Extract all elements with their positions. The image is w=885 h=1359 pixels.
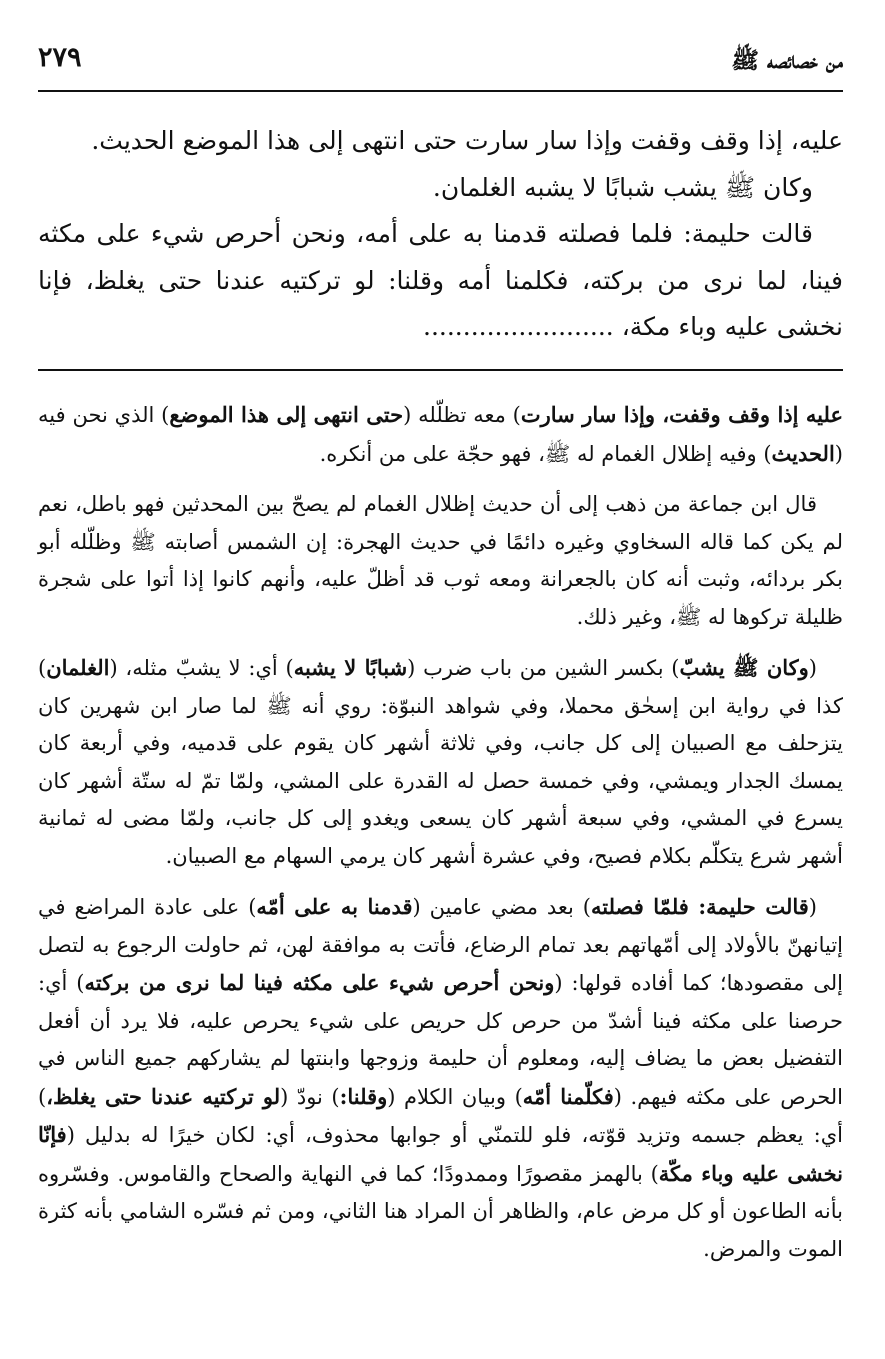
commentary-paragraph — [38, 396, 843, 473]
page-number: ٢٧٩ — [38, 42, 82, 73]
main-text — [38, 118, 843, 351]
quoted-phrase: قدمنا به على أمّه — [256, 894, 413, 919]
quoted-phrase: ونحن أحرص شيء على مكثه فينا لما نرى من بركته — [84, 970, 555, 995]
header-rule — [38, 90, 843, 92]
commentary-text: ) أي: يعظم جسمه وتزيد قوّته، فلو للتمنّي أو جوابها محذوف، أي: لكان خيرًا له بدليل ( — [38, 1084, 843, 1147]
page-header — [38, 38, 843, 88]
commentary-text: ) معه تظلّله ( — [403, 403, 521, 427]
commentary-text: ) على عادة المراضع في إتيانهنّ بالأولاد إلى أمّهاتهم بعد تمام الرضاع، فأتت به موافقة لهن، ثم حاولت الرجوع به لتصل إلى مقصودها؛ كما أفاده قولها: ( — [38, 895, 843, 995]
quoted-phrase: عليه إذا وقف وقفت، وإذا سار سارت — [520, 402, 843, 427]
commentary-separator — [38, 369, 843, 371]
commentary-text: ( — [808, 656, 817, 680]
main-text-paragraph — [38, 211, 843, 351]
commentary-text: ) وفيه إظلال الغمام له ﷺ، فهو حجّة على من أنكره. — [319, 441, 772, 466]
running-title: من خصائصه ﷺ — [731, 47, 843, 74]
commentary-paragraph — [38, 888, 843, 1268]
commentary-text: ) بكسر الشين من باب ضرب ( — [407, 656, 680, 680]
commentary-text: ) بالهمز مقصورًا وممدودًا؛ كما في النهاية والصحاح والقاموس. وفسّروه بأنه الطاعون أو كل مرض عام، والظاهر أن المراد هنا الثاني، ومن ثم فسّره الشامي بأنه كثرة الموت والمرض. — [38, 1161, 843, 1261]
quoted-phrase: قالت حليمة: فلمّا فصلته — [590, 894, 809, 919]
ellipsis: ........................ — [423, 312, 614, 341]
quoted-phrase: وقلنا: — [339, 1083, 388, 1109]
commentary-text: ) الذي نحن فيه ( — [38, 403, 843, 466]
commentary-text: ( — [808, 895, 817, 919]
commentary — [38, 396, 843, 1268]
book-page — [38, 38, 843, 1349]
main-text-body: قالت حليمة: فلما فصلته قدمنا به على أمه، ونحن أحرص شيء على مكثه فينا، لما نرى من بركته، فكلمنا أمه وقلنا: لو تركتيه عندنا حتى يغلظ، فإنا نخشى عليه وباء مكة، — [38, 219, 843, 341]
quoted-phrase: فكلّمنا أمّه — [522, 1083, 614, 1109]
commentary-paragraph — [38, 649, 843, 875]
quoted-phrase: لو تركتيه عندنا حتى يغلظ، — [46, 1083, 281, 1109]
main-text-paragraph: عليه، إذا وقف وقفت وإذا سار سارت حتى انتهى إلى هذا الموضع الحديث. — [91, 126, 843, 155]
quoted-phrase: الغلمان — [46, 655, 110, 680]
commentary-text: ) وبيان الكلام ( — [387, 1084, 523, 1109]
quoted-phrase: وكان ﷺ يشبّ — [679, 655, 809, 680]
commentary-text: ) بعد مضي عامين ( — [412, 895, 591, 919]
quoted-phrase: فإنّا نخشى عليه وباء مكّة — [38, 1122, 844, 1186]
quoted-phrase: الحديث — [771, 440, 835, 466]
main-text-paragraph: وكان ﷺ يشب شبابًا لا يشبه الغلمان. — [432, 172, 813, 202]
commentary-text: ) أي: لا يشبّ مثله، ( — [109, 656, 294, 680]
commentary-text: ) كذا في رواية ابن إسحٰق محملا، وفي شواهد النبوّة: روي أنه ﷺ لما صار ابن شهرين كان يتزحلف مع الصبيان إلى كل جانب، وفي ثلاثة أشهر كان يقوم على قدميه، وفي أربعة كان يمسك الجدار ويمشي، وفي خمسة حصل له القدرة على المشي، ولمّا تمّ له ستّة أشهر كان يسرع في المشي، وفي سبعة أشهر كان يسعى ويغدو إلى كل جانب، ولمّا مضى له ثمانية أشهر شرع يتكلّم بكلام فصيح، وفي عشرة أشهر كان يرمي السهام مع الصبيان. — [38, 656, 843, 868]
commentary-paragraph: قال ابن جماعة من ذهب إلى أن حديث إظلال الغمام لم يصحّ بين المحدثين فهو باطل، نعم لم يكن كما قاله السخاوي وغيره دائمًا في حديث الهجرة: إن الشمس أصابته ﷺ وظلّله أبو بكر بردائه، وثبت أنه كان بالجعرانة ومعه ثوب قد أظلّ عليه، وأنهم كانوا إذا أتوا على شجرة ظليلة تركوها له ﷺ، وغير ذلك. — [38, 492, 843, 629]
commentary-text: ) نودّ ( — [280, 1084, 340, 1109]
commentary-text: ) أي: حرصنا على مكثه فينا أشدّ من حرص كل حريص على شيء يحرص عليه، فلا يرد أن أفعل التفضيل بعض ما يضاف إليه، ومعلوم أن حليمة وزوجها وابنتها لم يشاركهم جميع الناس في الحرص على مكثه فيهم. ( — [38, 971, 843, 1109]
quoted-phrase: شبابًا لا يشبه — [293, 655, 408, 680]
quoted-phrase: حتى انتهى إلى هذا الموضع — [169, 402, 404, 427]
